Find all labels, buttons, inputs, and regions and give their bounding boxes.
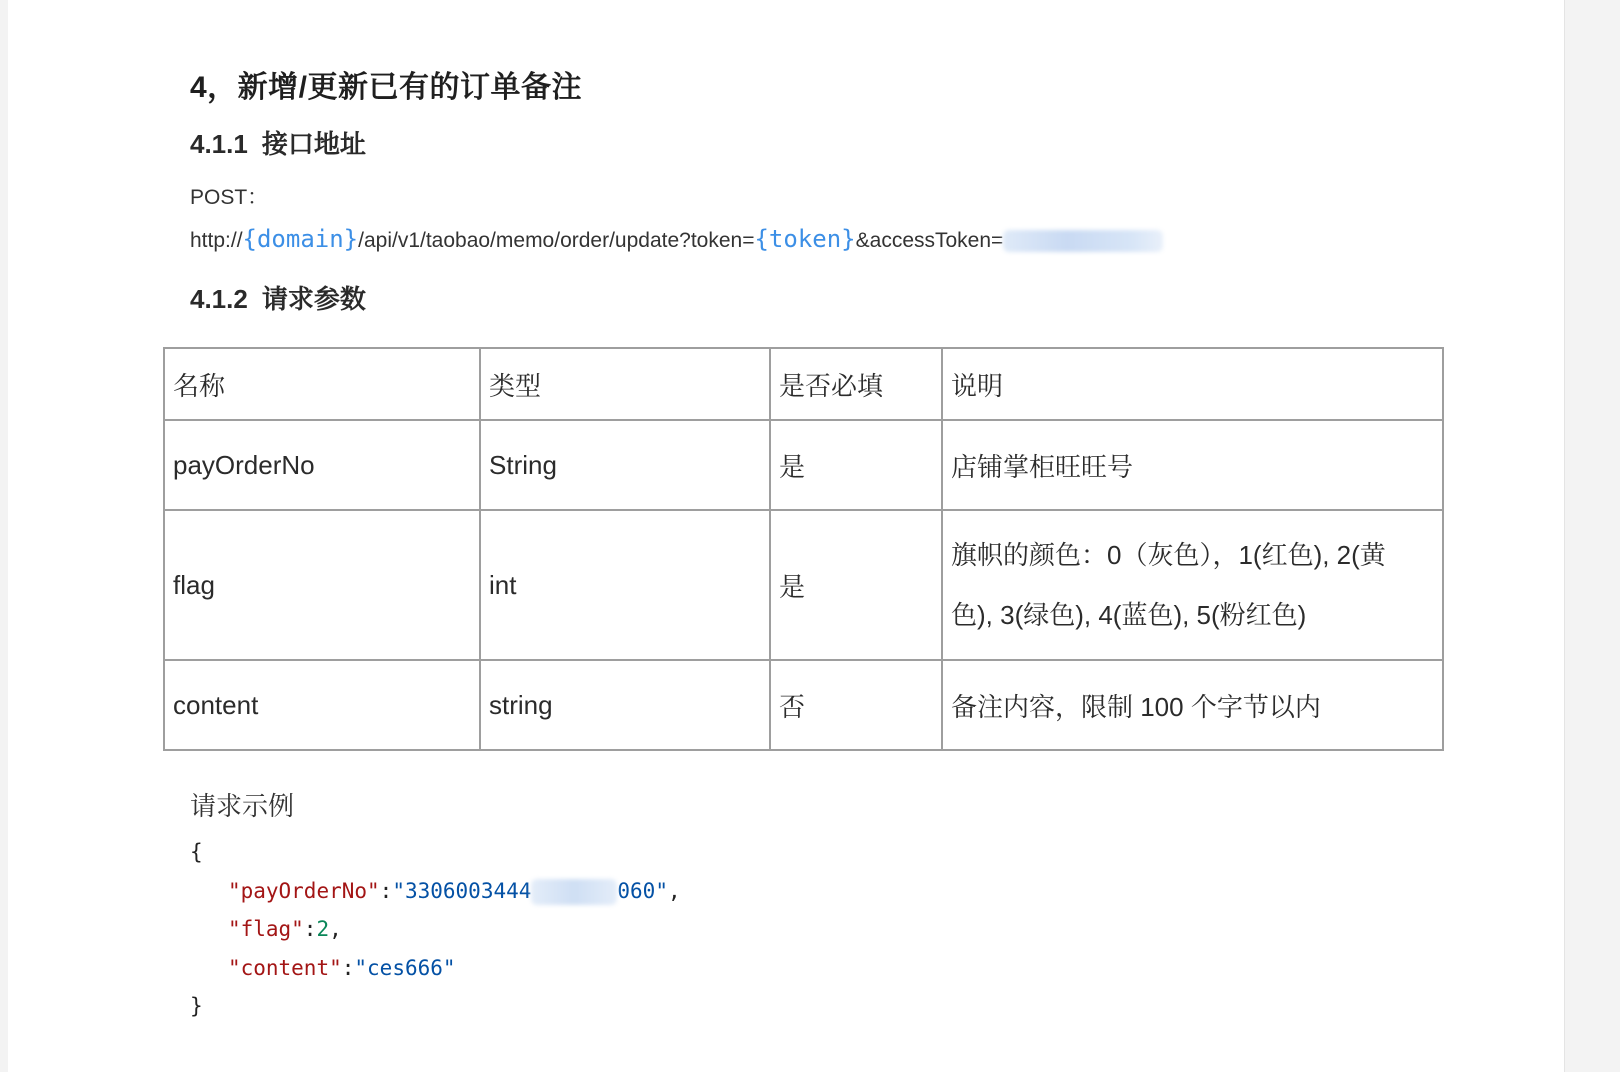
table-row [164, 510, 1443, 660]
example-title: 请求示例 [190, 791, 295, 821]
param-type: string [480, 660, 770, 750]
header-cell: 说明 [942, 348, 1443, 420]
http-method: POST： [190, 186, 269, 209]
param-desc: 备注内容，限制 100 个字节以内 [942, 660, 1443, 750]
param-name: payOrderNo [164, 420, 480, 510]
code-close-brace: } [190, 994, 203, 1018]
code-key: "payOrderNo" [227, 878, 380, 903]
subsection-number: 4.1.1 [190, 129, 248, 159]
url-prefix: http:// [190, 229, 243, 252]
code-key: "flag" [227, 917, 304, 941]
section-title: 4，新增/更新已有的订单备注 [190, 71, 583, 104]
code-open-brace: { [190, 840, 203, 864]
table-row [164, 660, 1443, 750]
url-path: /api/v1/taobao/memo/order/update?token= [358, 229, 755, 252]
param-name: content [164, 660, 480, 750]
header-cell: 类型 [480, 348, 770, 420]
redacted-access-token [1003, 230, 1163, 252]
json-code-block: { "payOrderNo":"3306003444 060", "flag":2, "content":"ces666" } [190, 840, 681, 1018]
params-table [163, 347, 1444, 751]
redacted-order-number [531, 879, 617, 905]
token-variable: {token} [754, 225, 856, 253]
domain-variable: {domain} [242, 225, 359, 253]
param-type: int [480, 510, 770, 660]
subsection-number: 4.1.2 [190, 284, 248, 314]
access-token-param: &accessToken= [855, 229, 1004, 252]
subsection-title-endpoint [190, 124, 366, 161]
param-required: 否 [770, 660, 942, 750]
table-row [164, 420, 1443, 510]
param-desc-line: 色), 3(绿色), 4(蓝色), 5(粉红色) [951, 600, 1307, 630]
param-name: flag [164, 510, 480, 660]
header-cell: 是否必填 [770, 348, 942, 420]
code-key: "content" [227, 955, 342, 980]
table-header-row [164, 348, 1443, 420]
page-edge [1564, 0, 1565, 1072]
subsection-title-params [190, 279, 366, 316]
code-string-value: "3306003444 [392, 878, 532, 903]
param-desc [942, 510, 1443, 660]
param-required: 是 [770, 510, 942, 660]
subsection-label: 接口地址 [261, 129, 366, 159]
code-string-value: 060" [617, 878, 668, 903]
param-required: 是 [770, 420, 942, 510]
code-number-value: 2 [316, 917, 330, 941]
param-desc: 店铺掌柜旺旺号 [942, 420, 1443, 510]
param-type: String [480, 420, 770, 510]
subsection-label: 请求参数 [261, 284, 366, 314]
header-cell: 名称 [164, 348, 480, 420]
endpoint-url [190, 225, 1163, 253]
param-desc-line: 旗帜的颜色：0（灰色），1(红色), 2(黄 [951, 540, 1386, 570]
code-string-value: "ces666" [354, 955, 456, 980]
